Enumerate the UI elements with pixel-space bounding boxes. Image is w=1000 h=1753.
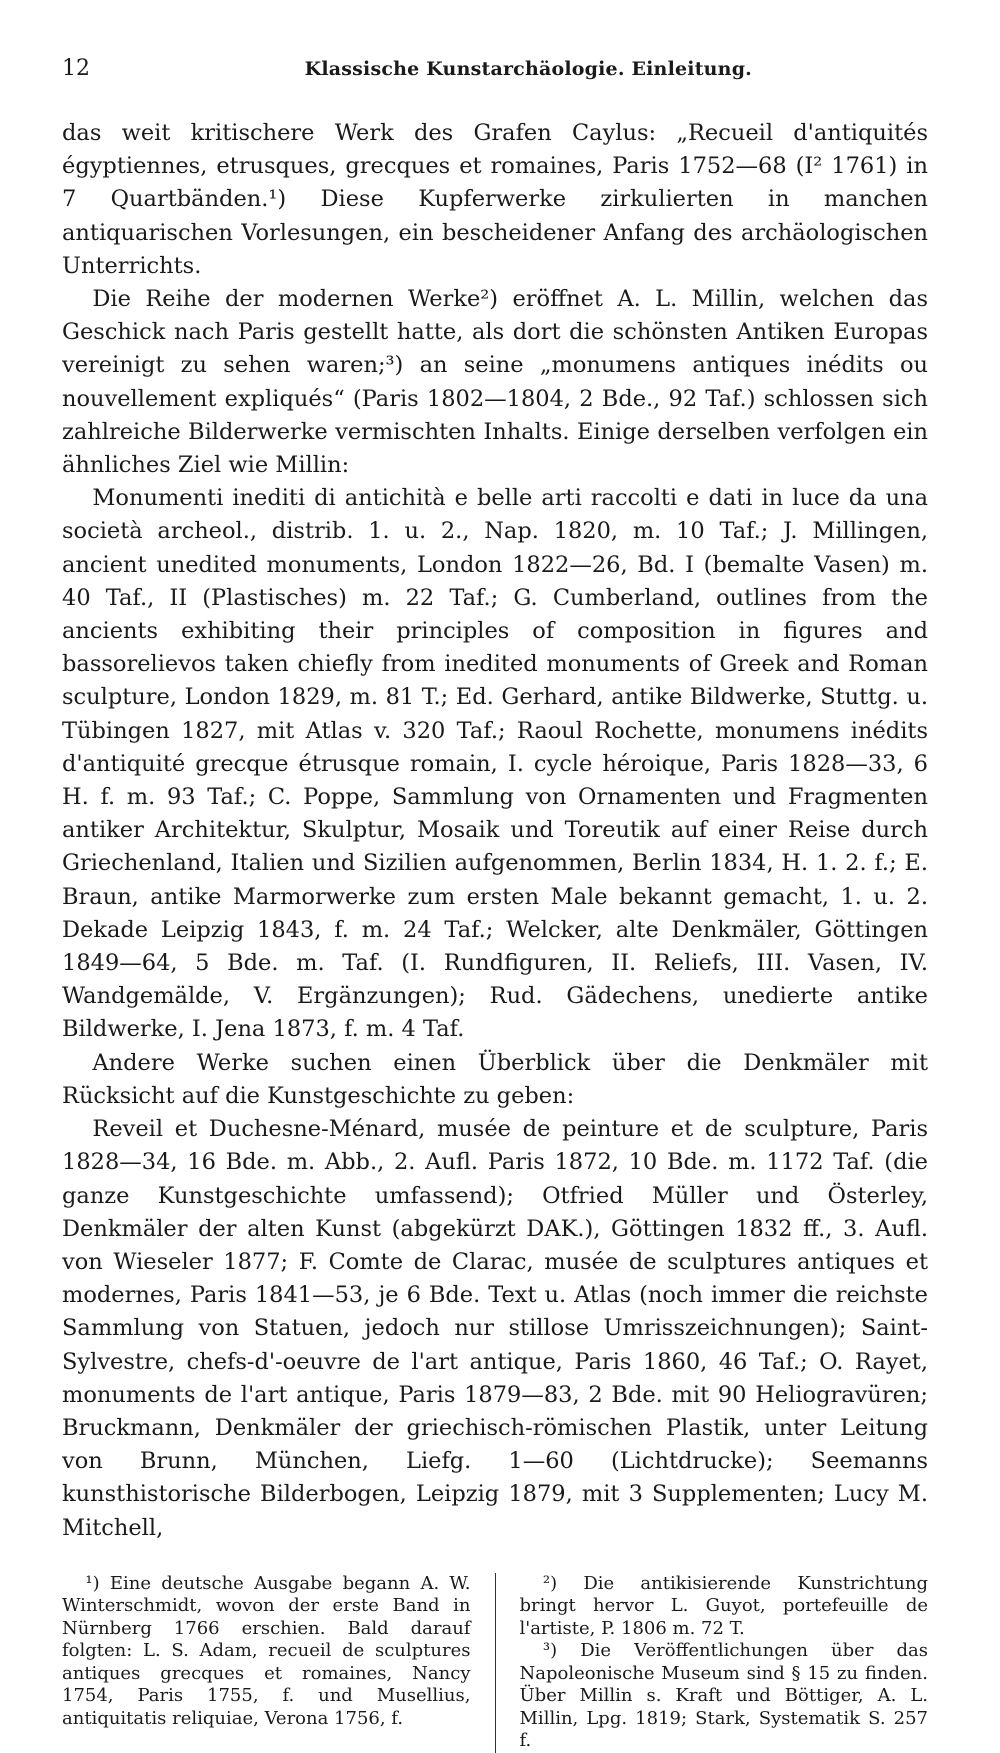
paragraph-overview-intro: Andere Werke suchen einen Überblick über die Denkmäler mit Rücksicht auf die Kunstgeschichte zu geben: [62,1049,928,1109]
footnote-column-left [62,1573,495,1753]
paragraph-bibliography-2: Reveil et Duchesne-Ménard, musée de peinture et de sculpture, Paris 1828—34, 16 Bde. m. Abb., 2. Aufl. Paris 1872, 10 Bde. m. 1172 Taf. (die ganze Kunstgeschichte umfassend); Otfried Müller und Österley, Denkmäler der alten Kunst (abgekürzt DAK.), Göttingen 1832 ff., 3. Aufl. von Wieseler 1877; F. Comte de Clarac, musée de sculptures antiques et modernes, Paris 1841—53, je 6 Bde. Text u. Atlas (noch immer die reichste Sammlung von Statuen, jedoch nur stillose Umrisszeichnungen); Saint-Sylvestre, chefs-d'-oeuvre de l'art antique, Paris 1860, 46 Taf.; O. Rayet, monuments de l'art antique, Paris 1879—83, 2 Bde. mit 90 Heliogravüren; Bruckmann, Denkmäler der griechisch-römischen Plastik, unter Leitung von Brunn, München, Liefg. 1—60 (Lichtdrucke); Seemanns kunsthistorische Bilderbogen, Leipzig 1879, mit 3 Supplementen; Lucy M. Mitchell, [62,1116,928,1541]
running-title: Klassische Kunstarchäologie. Einleitung. [304,58,752,80]
footnote-2: ²) Die antikisierende Kunstrichtung bringt hervor L. Guyot, portefeuille de l'artiste, P. 1806 m. 72 T. [519,1572,928,1639]
page-number: 12 [62,56,90,81]
footnote-column-right [495,1573,929,1753]
paragraph-bibliography-1: Monumenti inediti di antichità e belle arti raccolti e dati in luce da una società archeol., distrib. 1. u. 2., Nap. 1820, m. 10 Taf.; J. Millingen, ancient unedited monuments, London 1822—26, Bd. I (bemalte Vasen) m. 40 Taf., II (Plastisches) m. 22 Taf.; G. Cumberland, outlines from the ancients exhibiting their principles of composition in figures and bassorelievos taken chiefly from inedited monuments of Greek and Roman sculpture, London 1829, m. 81 T.; Ed. Gerhard, antike Bildwerke, Stuttg. u. Tübingen 1827, mit Atlas v. 320 Taf.; Raoul Rochette, monumens inédits d'antiquité grecque étrusque romain, I. cycle héroique, Paris 1828—33, 6 H. f. m. 93 Taf.; C. Poppe, Sammlung von Ornamenten und Fragmenten antiker Architektur, Skulptur, Mosaik und Toreutik auf einer Reise durch Griechenland, Italien und Sizilien aufgenommen, Berlin 1834, H. 1. 2. f.; E. Braun, antike Marmorwerke zum ersten Male bekannt gemacht, 1. u. 2. Dekade Leipzig 1843, f. m. 24 Taf.; Welcker, alte Denkmäler, Göttingen 1849—64, 5 Bde. m. Taf. (I. Rundfiguren, II. Reliefs, III. Vasen, IV. Wandgemälde, V. Ergänzungen); Rud. Gädechens, unedierte antike Bildwerke, I. Jena 1873, f. m. 4 Taf. [62,485,928,1043]
page-header [62,56,928,81]
main-text [62,117,928,1545]
footnotes [62,1573,928,1753]
paragraph-millin: Die Reihe der modernen Werke²) eröffnet A. L. Millin, welchen das Geschick nach Paris gestellt hatte, als dort die schönsten Antiken Europas vereinigt zu sehen waren;³) an seine „monumens antiques inédits ou nouvellement expliqués“ (Paris 1802—1804, 2 Bde., 92 Taf.) schlossen sich zahlreiche Bilderwerke vermischten Inhalts. Einige derselben verfolgen ein ähnliches Ziel wie Millin: [62,286,928,479]
footnote-1: ¹) Eine deutsche Ausgabe begann A. W. Winterschmidt, wovon der erste Band in Nürnberg 1766 erschien. Bald darauf folgten: L. S. Adam, recueil de sculptures antiques grecques et romaines, Nancy 1754, Paris 1755, f. und Musellius, antiquitatis reliquiae, Verona 1756, f. [62,1572,471,1729]
paragraph-caylus: das weit kritischere Werk des Grafen Caylus: „Recueil d'antiquités égyptiennes, etrusques, grecques et romaines, Paris 1752—68 (I² 1761) in 7 Quartbänden.¹) Diese Kupferwerke zirkulierten in manchen antiquarischen Vorlesungen, ein bescheidener Anfang des archäologischen Unterrichts. [62,120,928,279]
footnote-3: ³) Die Veröffentlichungen über das Napoleonische Museum sind § 15 zu finden. Über Millin s. Kraft und Böttiger, A. L. Millin, Lpg. 1819; Stark, Systematik S. 257 f. [519,1640,928,1752]
book-page [62,56,928,1753]
